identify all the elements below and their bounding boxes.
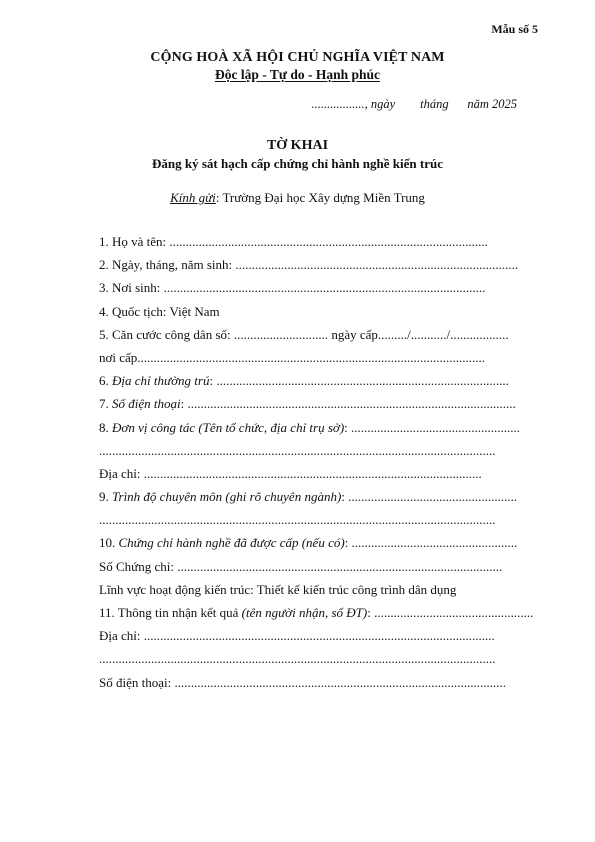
address-field[interactable]: Địa chỉ: ........................................................................................................ [99, 465, 482, 481]
residence-num: 6. [99, 373, 112, 389]
form-number: Mẫu số 5 [491, 22, 538, 36]
qualification-num: 9. [99, 489, 112, 505]
certificate-label: Chứng chỉ hành nghề đã được cấp (nếu có) [118, 535, 345, 551]
residence-field[interactable] [99, 369, 549, 392]
recipient-line [0, 190, 595, 206]
workplace-dots: : .................................................... [344, 419, 521, 435]
issue-place-field[interactable]: nơi cấp........................................................................................................... [99, 349, 486, 365]
workplace-num: 8. [99, 419, 112, 435]
national-heading: CỘNG HOÀ XÃ HỘI CHỦ NGHĨA VIỆT NAM [150, 50, 445, 65]
result-dots: : ................................................. [367, 605, 534, 620]
result-label: (tên người nhận, số ĐT) [241, 605, 368, 620]
result-num: 11. Thông tin nhận kết quả [99, 605, 242, 620]
residence-label: Địa chỉ thường trú [112, 373, 210, 389]
qualification-continuation[interactable]: .......................................................................................................................... [99, 512, 496, 528]
date-line: ................., ngày tháng năm 2025 [311, 97, 517, 111]
id-card-field[interactable]: 5. Căn cước công dân số: ............................. ngày cấp........./.........../.................. [99, 326, 509, 342]
full-name-field[interactable]: 1. Họ và tên: .................................................................................................. [99, 234, 488, 249]
recipient-value: : Trường Đại học Xây dựng Miền Trung [215, 190, 425, 205]
motto-text: Độc lập - Tự do - Hạnh phúc [214, 67, 381, 82]
qualification-field[interactable] [99, 485, 549, 508]
qualification-label: Trình độ chuyên môn (ghi rõ chuyên ngành) [112, 489, 342, 505]
phone-dots: : ..................................................................................................... [180, 396, 516, 412]
certificate-dots: : ................................................... [344, 535, 518, 551]
phone-label: Số điện thoại [112, 396, 181, 412]
nationality-field: 4. Quốc tịch: Việt Nam [99, 303, 220, 319]
result-phone-field[interactable]: Số điện thoại: ...................................................................................................... [99, 674, 506, 690]
result-address-continuation[interactable]: .......................................................................................................................... [99, 651, 496, 667]
residence-dots: : .......................................................................................... [209, 373, 509, 389]
form-fields [99, 230, 549, 694]
certificate-field[interactable] [99, 531, 549, 554]
qualification-dots: : .................................................... [341, 489, 518, 505]
recipient-label: Kính gửi [170, 190, 216, 205]
birth-place-field[interactable]: 3. Nơi sinh: ................................................................................................... [99, 280, 486, 296]
birth-date-field[interactable]: 2. Ngày, tháng, năm sinh: ....................................................................................... [99, 257, 519, 273]
workplace-field[interactable] [99, 416, 549, 439]
result-info-field[interactable] [99, 601, 549, 624]
document-subtitle: Đăng ký sát hạch cấp chứng chỉ hành nghề kiến trúc [152, 156, 443, 171]
document-title: TỜ KHAI [266, 138, 329, 153]
national-motto [0, 67, 595, 83]
workplace-label: Đơn vị công tác (Tên tổ chức, địa chỉ trụ sở) [112, 419, 345, 435]
workplace-continuation[interactable]: .......................................................................................................................... [99, 442, 496, 458]
certificate-num: 10. [99, 535, 119, 551]
phone-num: 7. [99, 396, 112, 412]
phone-field[interactable] [99, 392, 549, 415]
certificate-number-field[interactable]: Số Chứng chỉ: .................................................................................................... [99, 558, 503, 574]
practice-field: Lĩnh vực hoạt động kiến trúc: Thiết kế kiến trúc công trình dân dụng [99, 581, 457, 597]
result-address-field[interactable]: Địa chỉ: ............................................................................................................ [99, 628, 495, 644]
